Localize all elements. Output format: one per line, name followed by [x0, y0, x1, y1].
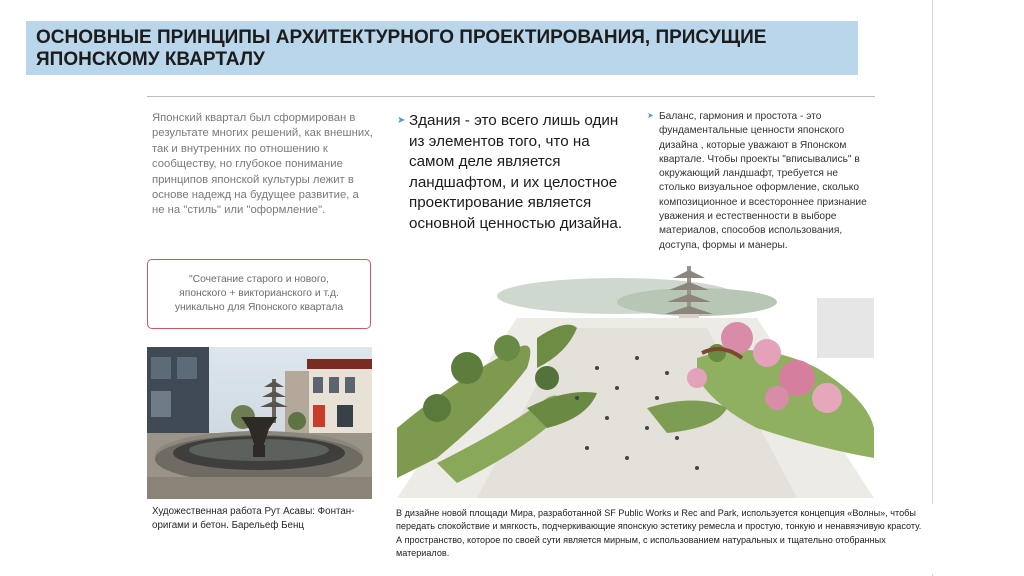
render-caption: В дизайне новой площади Мира, разработанной SF Public Works и Rec and Park, используется концепция «Волны», чтобы передать спокойствие и мягкость, подчеркивающие японскую эстетику ремесла и простую, тонкую и ненавязчивую красоту. А пространство, которое по своей сути является мирным, с использованием натуральных и тщательно отобранных материалов. [393, 504, 933, 574]
page-title: ОСНОВНЫЕ ПРИНЦИПЫ АРХИТЕКТУРНОГО ПРОЕКТИРОВАНИЯ, ПРИСУЩИЕ ЯПОНСКОМУ КВАРТАЛУ [36, 27, 767, 70]
title-banner [26, 21, 858, 75]
fountain-photo [147, 347, 372, 499]
intro-paragraph: Японский квартал был сформирован в результате многих решений, как внешних, так и внутренних по отношению к сообществу, но глубокое понимание принципов японской культуры лежит в основе надежд на будущее развитие, а не на "стиль" или "оформление". [152, 112, 373, 217]
values-paragraph: Баланс, гармония и простота - это фундаментальные ценности японского дизайна , которые уважают в Японском квартале. Чтобы проекты "вписывались" в окружающий ландшафт, требуется не столько визуальное оформление, сколько композиционное и всестороннее признание уважения и естественности в выборе материалов, способов использования, доступа, формы и манеры. [659, 111, 867, 251]
main-statement: Здания - это всего лишь один из элементов того, что на самом деле является ландшафтом, и их целостное проектирование является основной ценностью дизайна. [409, 112, 623, 232]
header-divider [147, 96, 875, 97]
plaza-rendering [397, 258, 874, 498]
quote-text: "Сочетание старого и нового, японского + викторианского и т.д. уникально для Японского квартала [174, 273, 344, 314]
arrowhead-bullet-icon: ➤ [647, 111, 654, 120]
right-margin-line [932, 0, 933, 576]
arrowhead-bullet-icon: ➤ [397, 115, 406, 126]
photo-caption: Художественная работа Рут Асавы: Фонтан-оригами и бетон. Барельеф Бенц [152, 506, 355, 531]
quote-box [147, 259, 371, 329]
